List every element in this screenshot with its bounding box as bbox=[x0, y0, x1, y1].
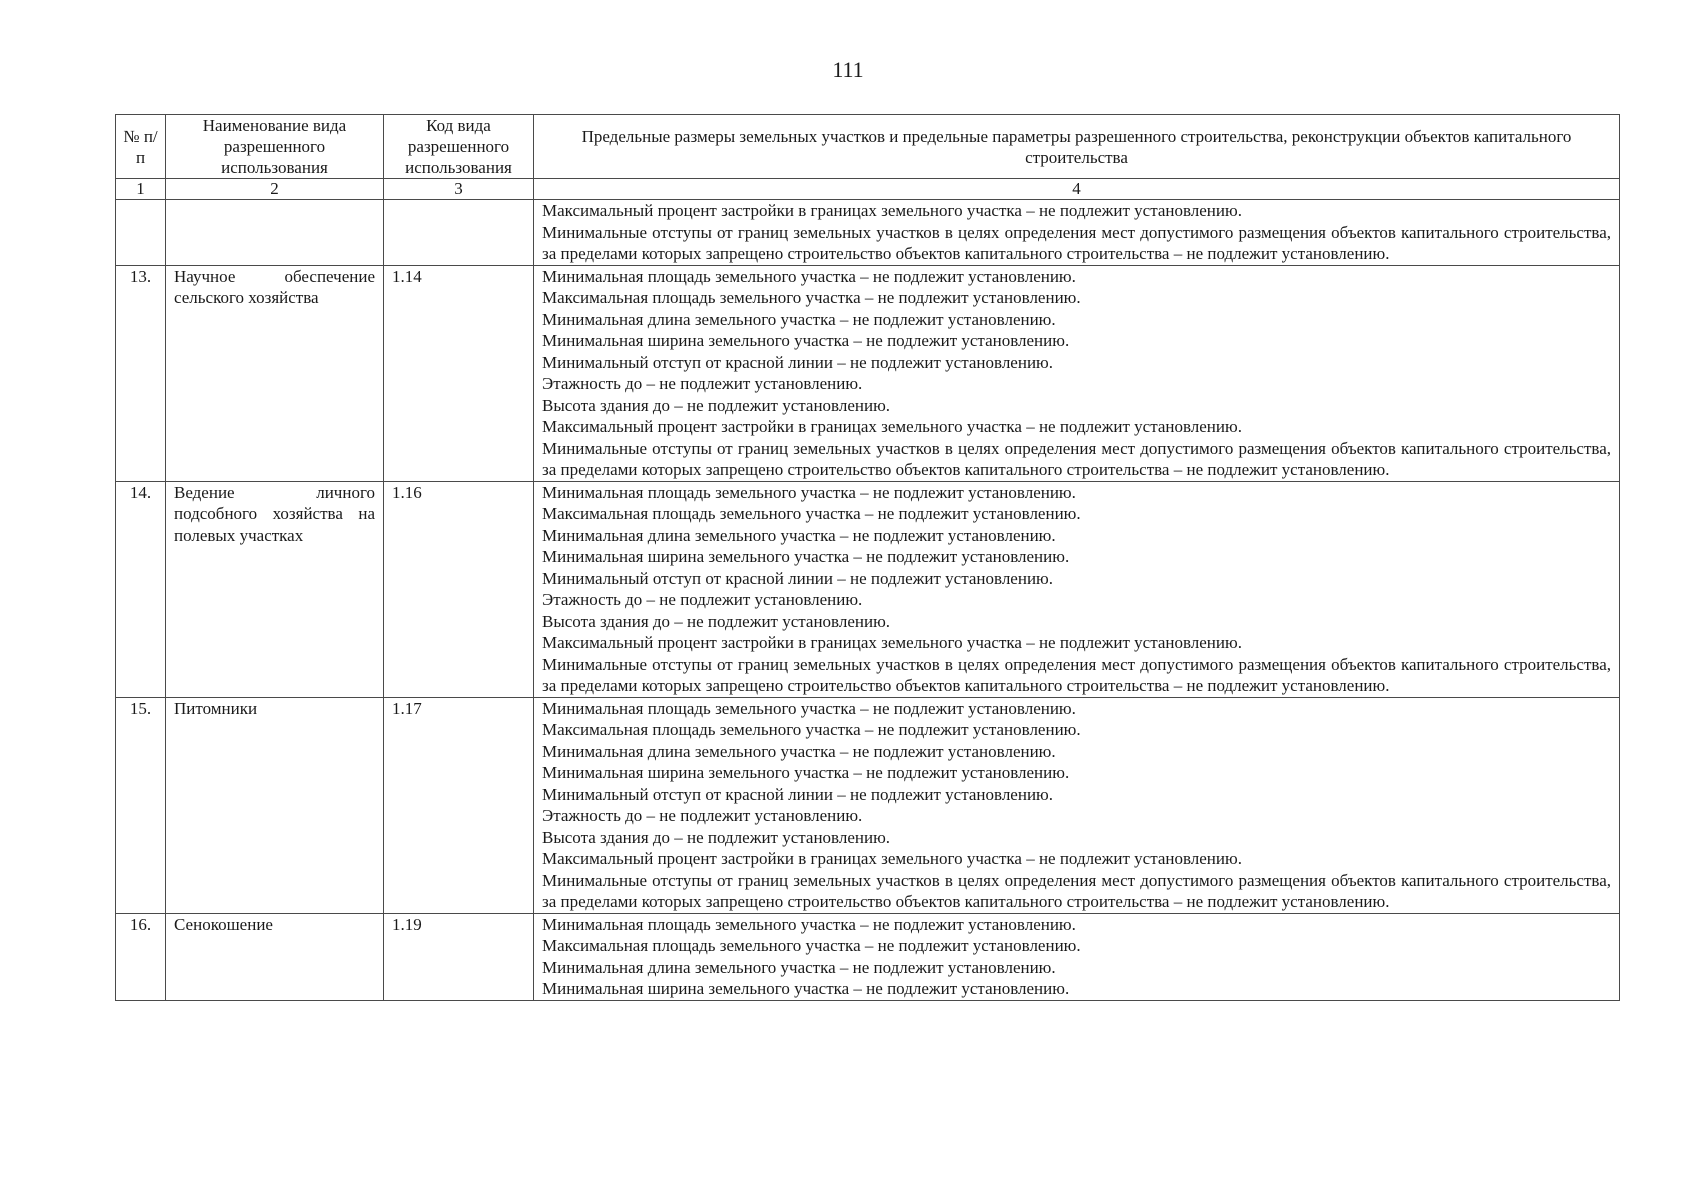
parameter-line: Минимальный отступ от красной линии – не подлежит установлению. bbox=[542, 568, 1053, 588]
parameter-line: Максимальный процент застройки в границах земельного участка – не подлежит установлению. bbox=[542, 417, 1242, 436]
parameter-line: Минимальная длина земельного участка – не подлежит установлению. bbox=[542, 525, 1056, 545]
parameter-line: Максимальный процент застройки в границах земельного участка – не подлежит установлению. bbox=[542, 633, 1242, 652]
use-name: Сенокошение bbox=[166, 913, 384, 1000]
table-header-row bbox=[116, 115, 1620, 179]
column-number: 2 bbox=[166, 179, 384, 200]
parameter-line: Минимальные отступы от границ земельных участков в целях определения мест допустимого размещения объектов капитального строительства, за пределами которых запрещено строительство объектов капитального строительства – не подлежит установлению. bbox=[542, 870, 1611, 911]
table-row bbox=[116, 481, 1620, 697]
parameters-cell bbox=[534, 200, 1620, 266]
use-name: Питомники bbox=[166, 697, 384, 913]
use-code: 1.16 bbox=[384, 481, 534, 697]
column-number: 3 bbox=[384, 179, 534, 200]
parameter-line: Максимальная площадь земельного участка – не подлежит установлению. bbox=[542, 936, 1081, 955]
parameter-line: Минимальная ширина земельного участка – не подлежит установлению. bbox=[542, 547, 1070, 566]
parameter-line: Минимальная площадь земельного участка – не подлежит установлению. bbox=[542, 698, 1076, 718]
page-number: 111 bbox=[832, 57, 864, 82]
header-parameters: Предельные размеры земельных участков и предельные параметры разрешенного строительства, реконструкции объектов капитального строительства bbox=[534, 115, 1620, 179]
parameter-line: Максимальная площадь земельного участка – не подлежит установлению. bbox=[542, 288, 1081, 307]
parameter-line: Минимальный отступ от красной линии – не подлежит установлению. bbox=[542, 352, 1053, 372]
parameters-cell bbox=[534, 481, 1620, 697]
parameter-line: Минимальные отступы от границ земельных участков в целях определения мест допустимого размещения объектов капитального строительства, за пределами которых запрещено строительство объектов капитального строительства – не подлежит установлению. bbox=[542, 222, 1611, 263]
row-number: 16. bbox=[116, 913, 166, 1000]
parameter-line: Минимальная длина земельного участка – не подлежит установлению. bbox=[542, 957, 1056, 977]
row-number: 15. bbox=[116, 697, 166, 913]
parameter-line: Минимальная длина земельного участка – не подлежит установлению. bbox=[542, 741, 1056, 761]
parameter-line: Максимальная площадь земельного участка – не подлежит установлению. bbox=[542, 504, 1081, 523]
table-row bbox=[116, 913, 1620, 1000]
parameter-line: Минимальные отступы от границ земельных участков в целях определения мест допустимого размещения объектов капитального строительства, за пределами которых запрещено строительство объектов капитального строительства – не подлежит установлению. bbox=[542, 654, 1611, 695]
table-row bbox=[116, 697, 1620, 913]
header-number: № п/п bbox=[116, 115, 166, 179]
parameter-line: Минимальная ширина земельного участка – не подлежит установлению. bbox=[542, 763, 1070, 782]
use-code: 1.14 bbox=[384, 265, 534, 481]
parameter-line: Максимальная площадь земельного участка – не подлежит установлению. bbox=[542, 720, 1081, 739]
use-code: 1.17 bbox=[384, 697, 534, 913]
use-code bbox=[384, 200, 534, 266]
use-name: Научное обеспечение сельского хозяйства bbox=[166, 265, 384, 481]
header-use-code: Код вида разрешенного использования bbox=[384, 115, 534, 179]
column-number-row bbox=[116, 179, 1620, 200]
use-name: Ведение личного подсобного хозяйства на полевых участках bbox=[166, 481, 384, 697]
parameter-line: Минимальная ширина земельного участка – не подлежит установлению. bbox=[542, 331, 1070, 350]
row-number bbox=[116, 200, 166, 266]
parameter-line: Минимальная площадь земельного участка – не подлежит установлению. bbox=[542, 914, 1076, 934]
row-number: 13. bbox=[116, 265, 166, 481]
table-row bbox=[116, 265, 1620, 481]
parameter-line: Минимальный отступ от красной линии – не подлежит установлению. bbox=[542, 784, 1053, 804]
parameter-line: Минимальная площадь земельного участка – не подлежит установлению. bbox=[542, 266, 1076, 286]
column-number: 4 bbox=[534, 179, 1620, 200]
parameter-line: Этажность до – не подлежит установлению. bbox=[542, 374, 863, 393]
header-use-name: Наименование вида разрешенного использования bbox=[166, 115, 384, 179]
land-use-table bbox=[115, 114, 1620, 1001]
row-number: 14. bbox=[116, 481, 166, 697]
parameter-line: Этажность до – не подлежит установлению. bbox=[542, 590, 863, 609]
table-row-continuation bbox=[116, 200, 1620, 266]
use-name bbox=[166, 200, 384, 266]
parameter-line: Минимальная ширина земельного участка – не подлежит установлению. bbox=[542, 979, 1070, 998]
parameters-cell bbox=[534, 913, 1620, 1000]
parameter-line: Этажность до – не подлежит установлению. bbox=[542, 806, 863, 825]
parameter-line: Высота здания до – не подлежит установлению. bbox=[542, 395, 891, 415]
parameter-line: Высота здания до – не подлежит установлению. bbox=[542, 611, 891, 631]
parameter-line: Высота здания до – не подлежит установлению. bbox=[542, 827, 891, 847]
parameters-cell bbox=[534, 265, 1620, 481]
parameter-line: Максимальный процент застройки в границах земельного участка – не подлежит установлению. bbox=[542, 849, 1242, 868]
parameter-line: Минимальная площадь земельного участка – не подлежит установлению. bbox=[542, 482, 1076, 502]
column-number: 1 bbox=[116, 179, 166, 200]
parameters-cell bbox=[534, 697, 1620, 913]
use-code: 1.19 bbox=[384, 913, 534, 1000]
parameter-line: Минимальные отступы от границ земельных участков в целях определения мест допустимого размещения объектов капитального строительства, за пределами которых запрещено строительство объектов капитального строительства – не подлежит установлению. bbox=[542, 438, 1611, 479]
parameter-line: Минимальная длина земельного участка – не подлежит установлению. bbox=[542, 309, 1056, 329]
parameter-line: Максимальный процент застройки в границах земельного участка – не подлежит установлению. bbox=[542, 201, 1242, 220]
